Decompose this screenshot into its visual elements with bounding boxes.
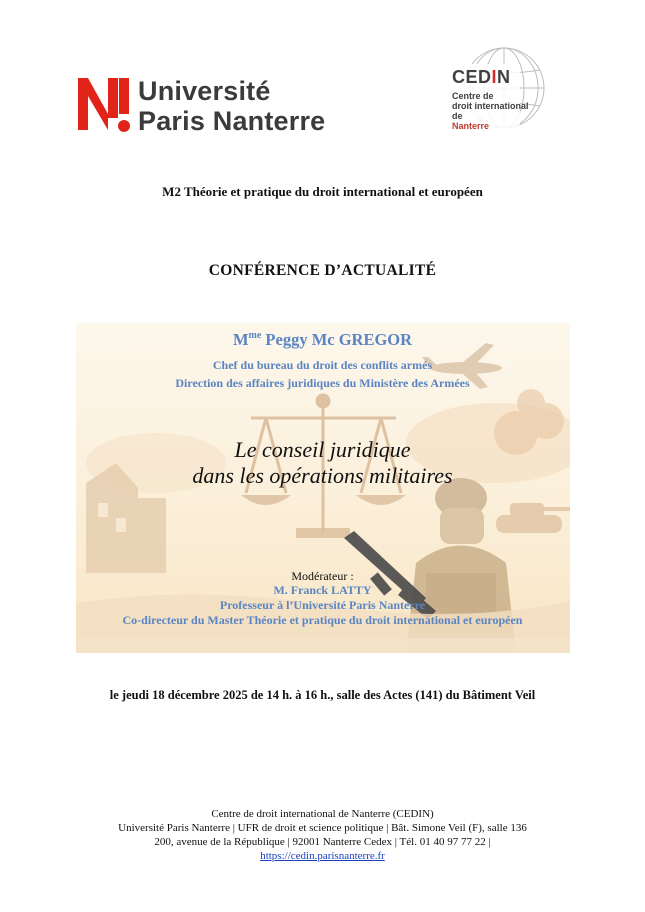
moderator-label: Modérateur : (291, 569, 354, 583)
tank-icon (496, 503, 570, 533)
talk-title-line1: Le conseil juridique (234, 437, 411, 462)
cedin-acronym-part1: CED (452, 67, 492, 87)
speaker-role-1: Chef du bureau du droit des conflits armés (212, 358, 433, 372)
moderator-role-2: Co-directeur du Master Théorie et pratique du droit international et européen (122, 613, 523, 627)
conference-title: CONFÉRENCE D’ACTUALITÉ (208, 262, 437, 279)
cedin-logo (434, 46, 564, 136)
cedin-sub-line3-a: de (452, 111, 463, 121)
cedin-sub-line3 (452, 111, 529, 131)
moderator-role-1: Professeur à l’Université Paris Nanterre (219, 598, 426, 612)
footer-line-2: Université Paris Nanterre | UFR de droit et science politique | Bât. Simone Veil (F), salle 136 (118, 822, 527, 834)
program-title: M2 Théorie et pratique du droit international et européen (162, 184, 483, 199)
cedin-subtitle (452, 91, 529, 131)
talk-title-line2: dans les opérations militaires (192, 463, 453, 488)
university-name-line2: Paris Nanterre (138, 106, 326, 136)
speaker-name (0, 330, 645, 350)
event-date-venue: le jeudi 18 décembre 2025 de 14 h. à 16 h., salle des Actes (141) du Bâtiment Veil (109, 688, 536, 702)
university-name-line1: Université (138, 76, 271, 106)
university-logo (78, 74, 348, 138)
cedin-acronym-part2: I (491, 67, 498, 87)
speaker-role-2: Direction des affaires juridiques du Ministère des Armées (175, 376, 470, 390)
speaker-title-prefix: M (232, 330, 249, 349)
speaker-fullname: Peggy Mc GREGOR (261, 330, 413, 349)
footer-line-3: 200, avenue de la République | 92001 Nanterre Cedex | Tél. 01 40 97 77 22 | (154, 836, 491, 848)
speaker-title-superscript: me (248, 330, 262, 341)
moderator-name: M. Franck LATTY (273, 583, 372, 597)
cedin-sub-line2: droit international (452, 101, 529, 111)
cedin-acronym (452, 67, 511, 88)
university-wordmark (138, 76, 325, 136)
talk-title (0, 437, 645, 489)
footer-website-link[interactable]: https://cedin.parisnanterre.fr (260, 850, 385, 862)
footer-line-1: Centre de droit international de Nanterre (CEDIN) (211, 808, 434, 820)
cedin-sub-line1: Centre de (452, 91, 494, 101)
cedin-acronym-part3: N (497, 67, 511, 87)
university-mark-icon (78, 74, 130, 136)
cedin-sub-line3-b: Nanterre (452, 121, 490, 131)
